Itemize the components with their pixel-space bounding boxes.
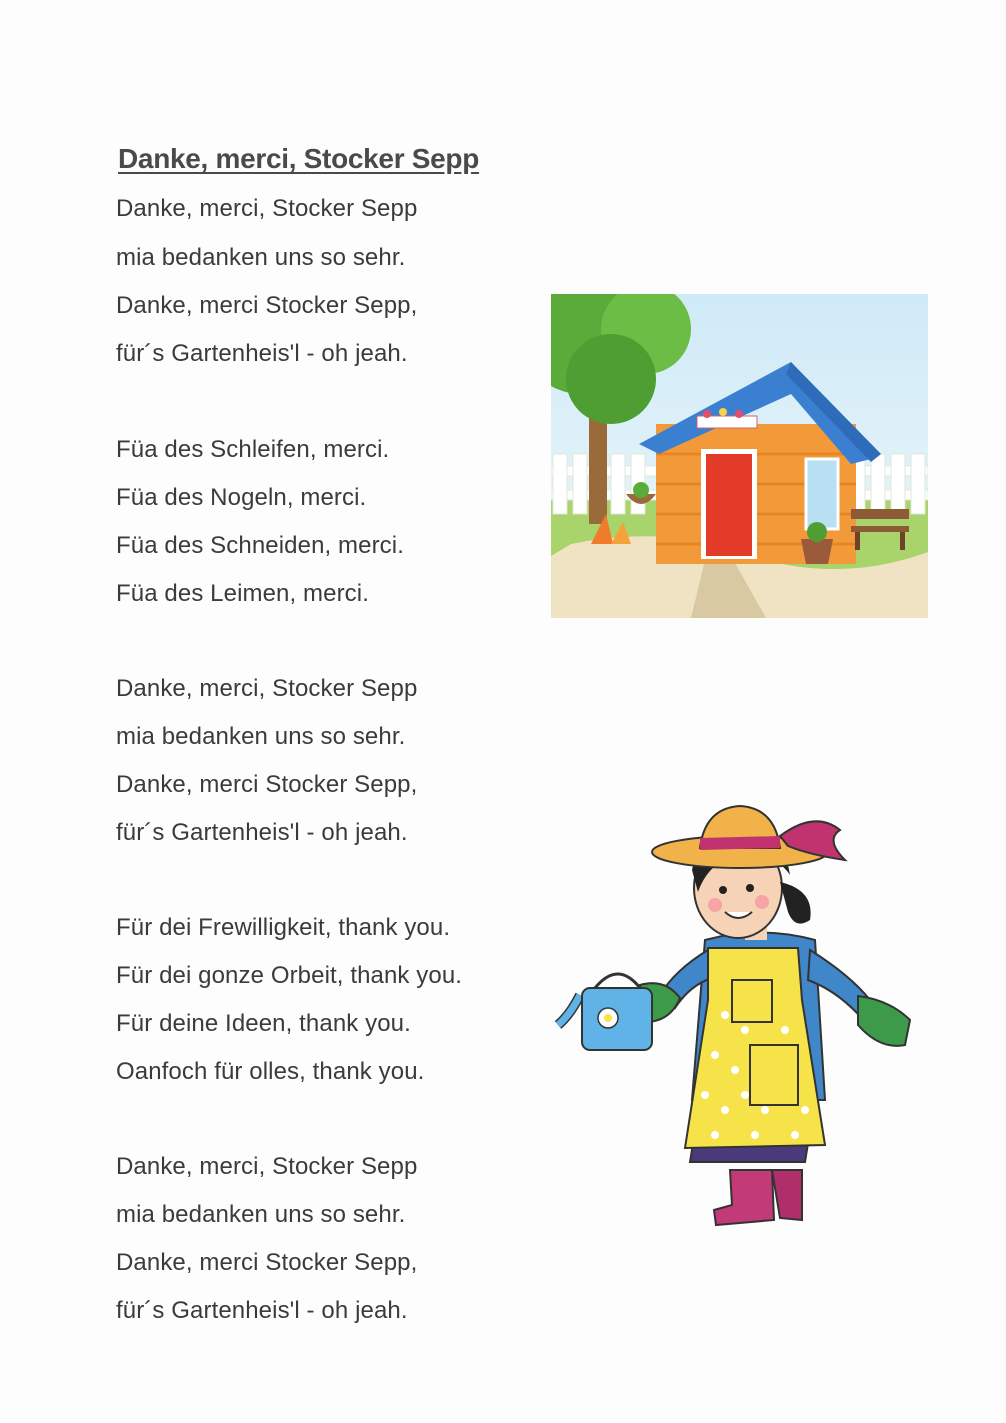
lyric-line: Danke, merci, Stocker Sepp (116, 1153, 418, 1180)
lyric-line: Danke, merci Stocker Sepp, (116, 1249, 418, 1276)
garden-house-illustration (551, 294, 928, 618)
lyric-line: für´s Gartenheis'l - oh jeah. (116, 1297, 408, 1324)
lyric-line: Füa des Leimen, merci. (116, 580, 369, 607)
lyric-line: Danke, merci, Stocker Sepp (116, 675, 418, 702)
lyric-line: Füa des Schleifen, merci. (116, 436, 390, 463)
lyric-line: mia bedanken uns so sehr. (116, 244, 406, 271)
lyric-line: Für dei Frewilligkeit, thank you. (116, 914, 451, 941)
lyric-line: Für deine Ideen, thank you. (116, 1010, 411, 1037)
lyric-line: Oanfoch für olles, thank you. (116, 1058, 425, 1085)
lyric-line: mia bedanken uns so sehr. (116, 1201, 406, 1228)
lyric-line: Füa des Schneiden, merci. (116, 532, 404, 559)
lyric-line: Danke, merci Stocker Sepp, (116, 292, 418, 319)
lyric-line: Füa des Nogeln, merci. (116, 484, 367, 511)
lyric-line: für´s Gartenheis'l - oh jeah. (116, 819, 408, 846)
lyric-line: für´s Gartenheis'l - oh jeah. (116, 340, 408, 367)
song-title: Danke, merci, Stocker Sepp (118, 143, 480, 174)
gardener-girl-with-watering-can-illustration (540, 800, 920, 1240)
lyric-line: Für dei gonze Orbeit, thank you. (116, 962, 463, 989)
lyric-line: Danke, merci, Stocker Sepp (116, 195, 418, 222)
lyric-line: Danke, merci Stocker Sepp, (116, 771, 418, 798)
lyric-line: mia bedanken uns so sehr. (116, 723, 406, 750)
